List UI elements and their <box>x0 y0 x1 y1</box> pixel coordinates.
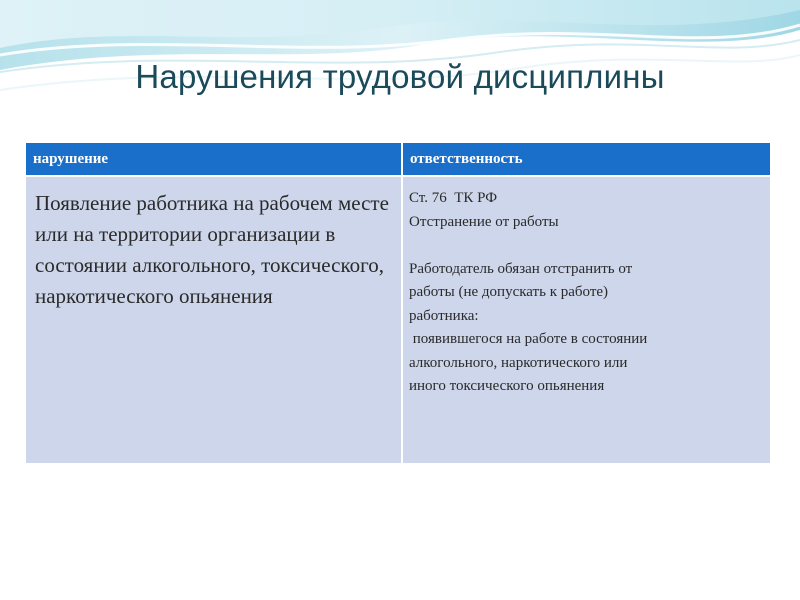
responsibility-line: Работодатель обязан отстранить от <box>409 260 633 277</box>
violation-text: Появление работника на рабочем месте или на территории организации в состоянии алкогольного, токсического, наркотического опьянения <box>35 191 389 308</box>
responsibility-line: иного токсического опьянения <box>409 378 605 394</box>
responsibility-line: работы (не допускать к работе) <box>409 284 609 300</box>
table-row <box>26 176 770 463</box>
header-violation: нарушение <box>26 143 402 176</box>
discipline-table <box>26 143 770 463</box>
responsibility-line: Отстранение от работы <box>409 213 559 230</box>
responsibility-cell <box>402 176 770 463</box>
slide-title: Нарушения трудовой дисциплины <box>135 58 665 95</box>
responsibility-line: Ст. 76 ТК РФ <box>409 190 498 206</box>
header-responsibility: ответственность <box>402 143 770 176</box>
responsibility-line: работника: <box>409 307 479 324</box>
violation-cell <box>26 176 402 463</box>
responsibility-line: алкогольного, наркотического или <box>409 354 628 371</box>
responsibility-line: появившегося на работе в состоянии <box>409 331 648 347</box>
responsibility-line <box>409 234 762 258</box>
table-header-row <box>26 143 770 176</box>
